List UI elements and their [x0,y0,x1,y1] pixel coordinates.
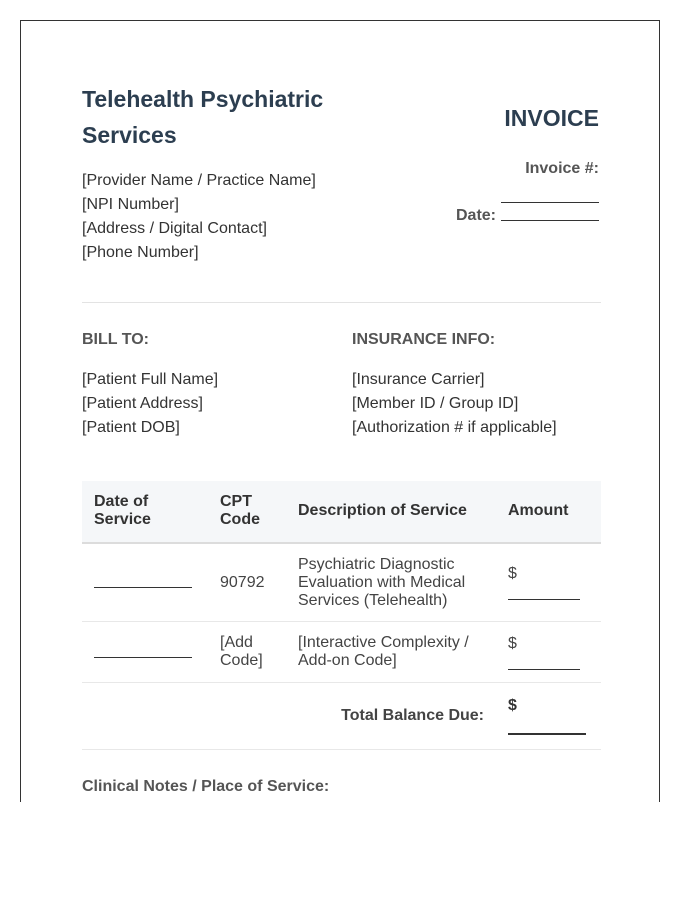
description-cell: [Interactive Complexity / Add-on Code] [286,622,496,683]
total-balance-label: Total Balance Due: [82,683,496,750]
bill-to-heading: BILL TO: [82,331,149,348]
table-row [82,543,601,622]
date-row [456,207,599,225]
amount-cell [496,622,601,683]
patient-address-line: [Patient Address] [82,395,203,412]
insurance-carrier-line: [Insurance Carrier] [352,371,485,388]
description-cell: Psychiatric Diagnostic Evaluation with Medical Services (Telehealth) [286,543,496,622]
dollar-sign: $ [508,634,517,652]
phone-line: [Phone Number] [82,244,199,261]
authorization-line: [Authorization # if applicable] [352,419,557,436]
total-amount-blank[interactable] [508,733,586,735]
bill-to-info [82,368,218,440]
total-row [82,683,601,750]
date-cell [82,543,208,622]
insurance-heading: INSURANCE INFO: [352,331,496,348]
table-header-row [82,481,601,543]
invoice-page [20,20,660,802]
provider-info [82,169,316,265]
date-cell [82,622,208,683]
patient-name-line: [Patient Full Name] [82,371,219,388]
header-description: Description of Service [286,481,496,543]
total-dollar-sign: $ [508,697,517,714]
dollar-sign: $ [508,565,517,582]
header-divider [82,302,601,303]
insurance-info [352,368,557,440]
clinical-notes-label: Clinical Notes / Place of Service: [82,778,330,795]
date-blank[interactable] [501,219,599,221]
date-of-service-blank[interactable] [94,587,192,588]
header-cpt-code: CPT Code [208,481,286,543]
practice-title: Telehealth Psychiatric Services [82,86,324,148]
total-amount-cell [496,683,601,750]
amount-cell [496,543,601,622]
npi-line: [NPI Number] [82,196,179,213]
amount-blank[interactable] [508,599,580,600]
header-date-of-service: Date of Service [82,481,208,543]
header-amount: Amount [496,481,601,543]
address-line: [Address / Digital Contact] [82,220,267,237]
date-label: Date: [455,207,496,224]
invoice-number-blank[interactable] [501,201,599,203]
table-row [82,622,601,683]
provider-name-line: [Provider Name / Practice Name] [82,172,316,189]
invoice-heading: INVOICE [504,105,599,131]
date-of-service-blank[interactable] [94,657,192,658]
patient-dob-line: [Patient DOB] [82,419,180,436]
cpt-cell: 90792 [208,543,286,622]
invoice-number-label: Invoice #: [525,160,599,177]
services-table [82,481,601,750]
cpt-cell: [Add Code] [208,622,286,683]
member-id-line: [Member ID / Group ID] [352,395,519,412]
amount-blank[interactable] [508,669,580,670]
